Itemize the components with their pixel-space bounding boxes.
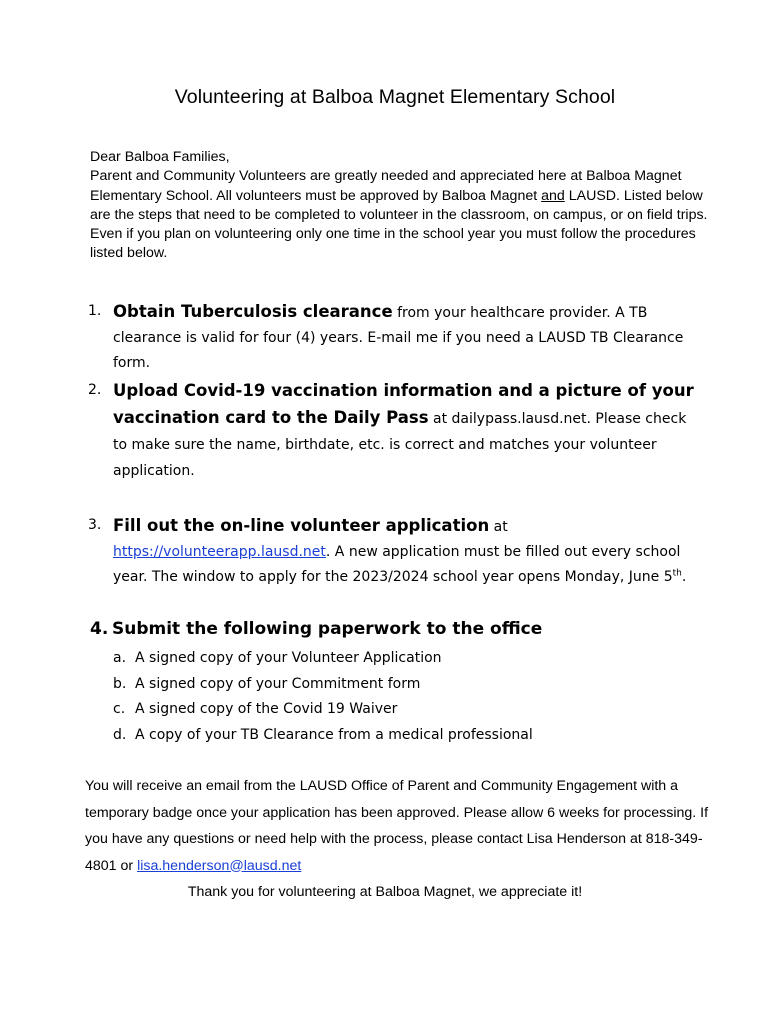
intro-paragraph [90, 167, 710, 263]
step-1 [88, 299, 700, 376]
step-heading: Obtain Tuberculosis clearance [113, 302, 393, 321]
intro-and-underlined: and [541, 187, 565, 204]
list-text: A copy of your TB Clearance from a medical professional [135, 726, 533, 743]
step-text-after-link: . A new application must be filled out every school year. The window to apply for the 2023/2024 school year opens Monday, June 5 [113, 544, 681, 585]
step-number: 3. [88, 517, 102, 533]
list-letter: b. [113, 675, 127, 692]
step-number: 2. [88, 382, 102, 398]
list-text: A signed copy of your Commitment form [135, 675, 421, 692]
list-letter: a. [113, 650, 127, 666]
step-4-heading [90, 619, 690, 639]
step-heading: Fill out the on-line volunteer application [113, 516, 490, 535]
step-text: from your healthcare provider. A TB clearance is valid for four (4) years. E-mail me if you need a LAUSD TB Clearance form. [113, 305, 684, 371]
document-title: Volunteering at Balboa Magnet Elementary School [174, 86, 616, 108]
list-text: A signed copy of the Covid 19 Waiver [135, 701, 398, 717]
intro-text-1: Parent and Community Volunteers are greatly needed and appreciated here at Balboa Magnet Elementary School. All volunteers must be approved by Balboa Magnet [90, 168, 682, 204]
contact-email-link[interactable]: lisa.henderson@lausd.net [137, 857, 302, 874]
closing-section [45, 773, 725, 906]
salutation: Dear Balboa Families, [90, 149, 230, 165]
intro-text-2: LAUSD. Listed below are the steps that need to be completed to volunteer in the classroom, on campus, or on field trips. Even if you plan on volunteering only one time in the school year you must follow the procedures listed below. [90, 187, 708, 262]
closing-paragraph [45, 773, 725, 879]
step-number: 1. [88, 303, 102, 319]
step-text-before-link: at [489, 519, 508, 535]
step-number: 4. [90, 619, 109, 639]
step-text: at dailypass.lausd.net. Please check to make sure the name, birthdate, etc. is correct and matches your volunteer application. [113, 411, 687, 479]
list-letter: d. [113, 726, 127, 743]
step-heading: Submit the following paperwork to the office [112, 619, 543, 639]
step-text-end: . [681, 569, 687, 585]
paperwork-list [113, 646, 673, 748]
step-3 [88, 513, 700, 590]
list-item [113, 697, 673, 723]
volunteer-app-link[interactable]: https://volunteerapp.lausd.net [113, 544, 326, 560]
list-item [113, 672, 673, 698]
list-item [113, 646, 673, 672]
thank-you-line: Thank you for volunteering at Balboa Magnet, we appreciate it! [187, 884, 583, 900]
list-item [113, 723, 673, 749]
closing-text: You will receive an email from the LAUSD Office of Parent and Community Engagement with a temporary badge once your application has been approved. Please allow 6 weeks for processing. If you have any questions or need help with the process, please contact Lisa Henderson at 818-349-4801 or [85, 778, 709, 874]
step-2 [88, 378, 700, 484]
ordinal-suffix: th [672, 568, 682, 579]
step-heading: Upload Covid-19 vaccination information and a picture of your vaccination card to the Daily Pass [113, 381, 694, 427]
list-letter: c. [113, 701, 126, 717]
list-text: A signed copy of your Volunteer Application [135, 650, 442, 666]
intro-section [90, 148, 710, 264]
